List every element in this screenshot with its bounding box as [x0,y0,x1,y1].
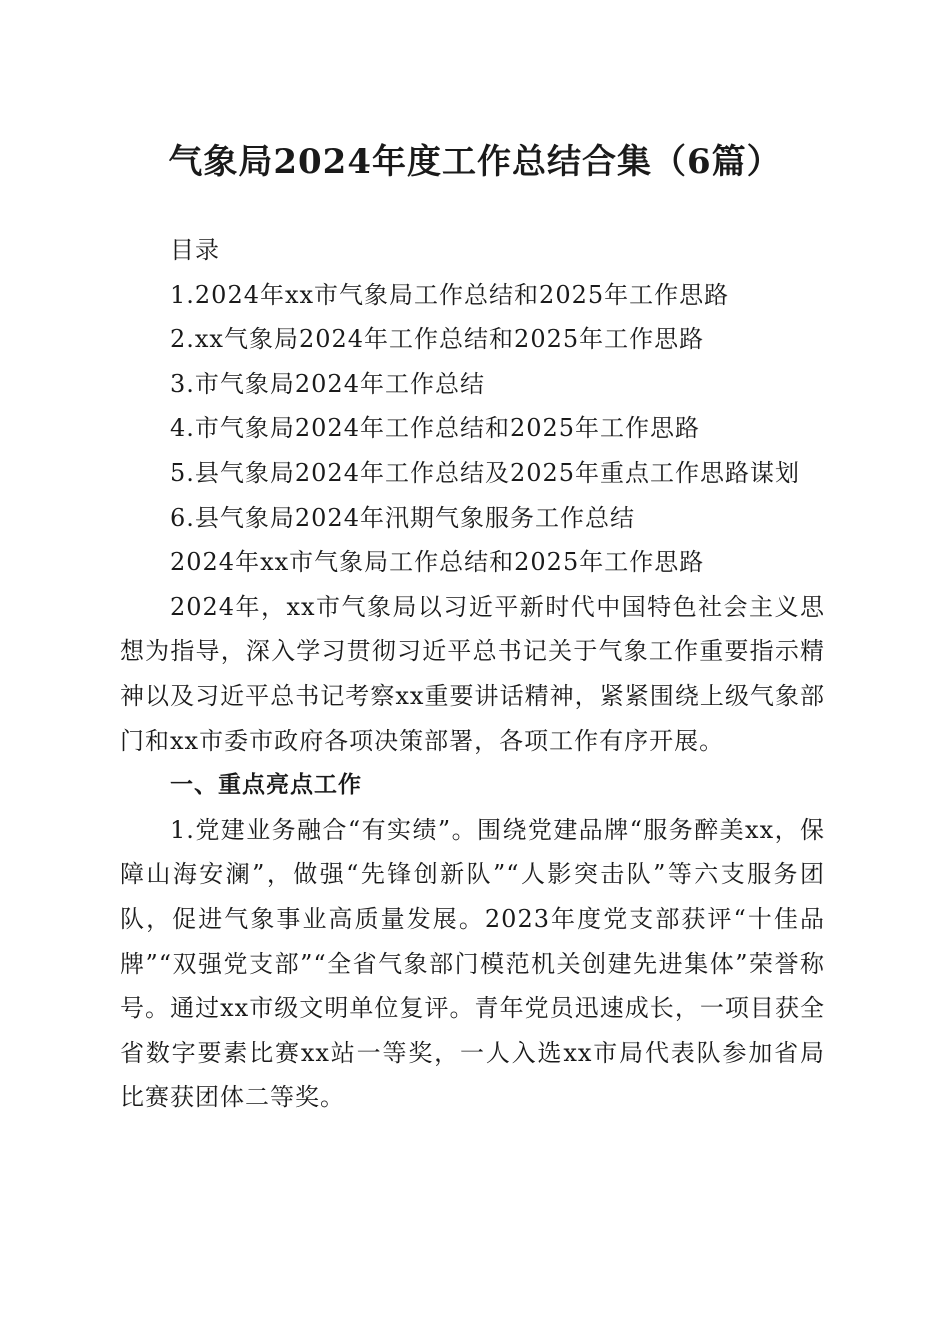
toc-item: 6.县气象局2024年汛期气象服务工作总结 [170,503,635,532]
toc-item: 4.市气象局2024年工作总结和2025年工作思路 [170,414,701,443]
article-title: 2024年xx市气象局工作总结和2025年工作思路 [170,548,705,577]
toc-item: 3.市气象局2024年工作总结 [170,369,485,398]
toc-item: 5.县气象局2024年工作总结及2025年重点工作思路谋划 [170,458,801,487]
toc-item: 2.xx气象局2024年工作总结和2025年工作思路 [170,325,705,354]
intro-paragraph: 2024年，xx市气象局以习近平新时代中国特色社会主义思想为指导，深入学习贯彻习近平总书记关于气象工作重要指示精神以及习近平总书记考察xx重要讲话精神，紧紧围绕上级气象部门和xx市委市政府各项决策部署，各项工作有序开展。 [120,592,825,755]
document-body [120,228,825,1120]
document-title: 气象局2024年度工作总结合集（6篇） [168,142,782,182]
section-heading: 一、重点亮点工作 [170,772,362,799]
body-paragraph: 1.党建业务融合“有实绩”。围绕党建品牌“服务醉美xx，保障山海安澜”，做强“先锋创新队”“人影突击队”等六支服务团队，促进气象事业高质量发展。2023年度党支部获评“十佳品牌”“双强党支部”“全省气象部门模范机关创建先进集体”荣誉称号。通过xx市级文明单位复评。青年党员迅速成长，一项目获全省数字要素比赛xx站一等奖，一人入选xx市局代表队参加省局比赛获团体二等奖。 [120,815,825,1112]
toc-heading: 目录 [170,236,220,264]
toc-item: 1.2024年xx市气象局工作总结和2025年工作思路 [170,280,730,309]
